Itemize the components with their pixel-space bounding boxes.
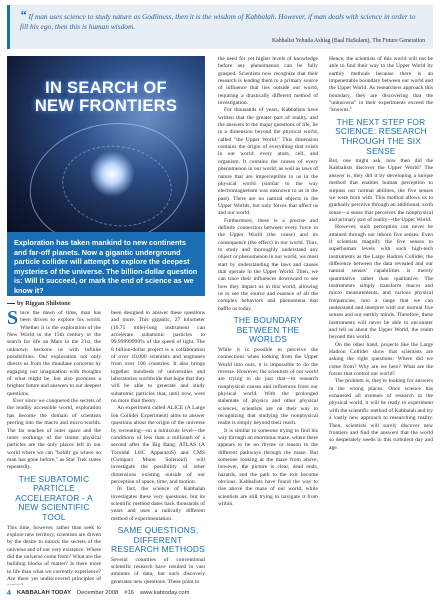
quote-banner (7, 5, 433, 49)
article-column-3 (218, 56, 318, 585)
page-number: 4 (7, 589, 11, 597)
quote-mark-icon: “ (20, 7, 27, 22)
issue-date: December 2008 (77, 590, 119, 596)
quote-attribution: Kabbalist Yehuda Ashlag (Baal HaSulam), The Future Generation (272, 38, 425, 44)
paragraph: Ever since we conquered the secrets of the readily accessible world, exploration has become the domain of scientists peering into the macro and micro worlds. The far reaches of outer space and the inner workings of the tiniest physical particles are the only places left in our world where we can "boldly go where no man has gone before," as Star Trek states repeatedly. (7, 398, 101, 471)
article-title (7, 79, 205, 115)
standfirst-text: Exploration has taken mankind to new continents and far-off planets. Now a gigantic underground particle collider will attempt to explore the deepest mysteries of the universe. The billion-dollar question is: Will it succeed, or mark the end of science as we know it? (14, 238, 198, 295)
drop-cap: S (7, 310, 19, 329)
paragraph: Since the dawn of time, man has been driven to explore his world. Whether it is the exploration of the New World in the 15th century or the search for life on Mars in the 21st, the unknown beckons us with infinite possibilities. Our exploration not only directs us from the mundane concerns by engaging our imagination with thoughts of what might be, but also promises a brighter future and answers to our deepest questions. (7, 310, 101, 397)
quote-text: If man uses science to study nature as Godliness, then it is the wisdom of Kabbalah. However, if man deals with science in order to fill his ego, then this is human wisdom. (20, 12, 416, 31)
magazine-name: KABBALAH TODAY (16, 590, 72, 596)
paragraph: Furthermore, there is a precise and definite connection between every force in the Upper World (the cause) and its consequence (the effect) in our world. Thus, to study and thoroughly understand any object or phenomenon in our world, we must start by understanding the laws and causes that operate in the Upper World. Then, we can trace their influences downward to see how they impact us in this world, allowing us to see the source and essence of all the complex behaviors and phenomena that baffle us today. (218, 217, 318, 312)
byline (7, 300, 71, 307)
section-heading: SAME QUESTIONS, DIFFERENT RESEARCH METHODS (111, 524, 205, 555)
section-heading: THE SUBATOMIC PARTICLE ACCELERATOR - A NEW SCIENTIFIC TOOL (15, 473, 93, 522)
title-line-2: NEW FRONTIERS (34, 97, 178, 115)
section-heading: THE NEXT STEP FOR SCIENCE: RESEARCH THROUGH THE SIX SENSE (335, 116, 427, 156)
paragraph: Hence, the scientists of this world will not be able to find their way to the Upper World by earthly methods because there is an impenetrable boundary between our world and the Upper World. As researchers approach this boundary, they are discovering that the "unknowns" in their experiments exceed the "knowns." (329, 56, 433, 114)
paragraph: However, such perception can never be attained through our inborn five senses. Even if scientists magnify the five senses to superhuman levels with such high-tech instruments as the Large Hadron Collider, the difference between the data revealed and our natural senses' capabilities is merely quantitative rather than qualitative. The instruments simply transform macro and micro measurements, and various physical frequencies, into a range that we can understand and interpret with our normal five senses and our earthly minds. Therefore, these instruments will never be able to encounter and tell us about the Upper World, the realm beyond this world. (329, 224, 433, 341)
paragraph: But, one might ask, how then did the Kabbalists discover the Upper World? The answer is, they did it by developing a unique method that enables human perception to surpass our normal abilities, the five senses we were born with. This method allows us to gradually perceive through an additional, sixth sense—a sense that perceives the nonphysical and primary part of reality—the Upper World. (329, 158, 433, 223)
paragraph: For thousands of years, Kabbalists have written that the greater part of reality, and the answers to the major questions of life, lie in a dimension beyond the physical world, called "the Upper World." This dimension contains the origin of everything that exists in our world: every atom, cell, and organism. It contains the causes of every phenomenon in our world, as well as laws of nature that are imperceptible to us in the physical world (similar to the way electromagnetism was unknown to us in the past). There are no natural objects in the Upper Worlds, but only forces that affect us and our world. (218, 107, 318, 217)
paragraph: This time, however, rather than seek to explore new territory, scientists are driven by the desire to unlock the secrets of the universe and of our very existence. Where did the universe come from? What are the building blocks of matter? Is there more to life than what we currently experience? Are there yet undiscovered principles of (7, 524, 101, 582)
hero-image (7, 56, 205, 232)
paragraph: The problem is, they're looking for answers in the wrong places. Once science has exhausted all avenues of research in the physical world, it will be ready to experiment with the scientific method of Kabbalah and try a vastly new approach to researching reality. Then, scientists will surely discover new frontiers and find the answers that the world so desperately needs in this turbulent day and age. (329, 378, 433, 451)
page-footer (7, 588, 433, 598)
website: www.kabtoday.com (139, 590, 190, 596)
article-standfirst (7, 232, 205, 296)
title-line-1: IN SEARCH OF (45, 79, 167, 97)
article-column-1 (7, 310, 101, 585)
paragraph: It is similar to someone trying to find his way through an enormous maze, where there appears to be no rhyme or reason to the different pathways through the maze. But someone looking at the maze from above, however, the picture is clear, dead ends, hazards, and the path to the exit become obvious. Kabbalists have found the way to rise above the maze of our world, while scientists are still trying to navigate it from within. (218, 427, 318, 508)
collision-glow-graphic (89, 151, 135, 197)
paragraph: In fact, the science of Kabbalah investigates these very questions, but its scientific method dates back thousands of years and uses a radically different method of experimentation. (111, 486, 205, 522)
paragraph: been designed to answer these questions and more. This gigantic, 27 kilometer (16.75 mile)-long instrument can accelerate subatomic particles to 99.99999999% of the speed of light. The 8 billion-dollar project is a collaboration of over 10,000 scientists and engineers from over 100 countries. It also brings together hundreds of universities and laboratories worldwide that hope that they will be able to generate and study subatomic particles that, until now, were no more than theory. (111, 310, 205, 405)
paragraph: An experiment called ALICE (A Large Ion Collider Experiment) aims to answer questions about the origin of the universe by recreating—on a miniscule level—the conditions of less than a millionth of a second after the Big Bang. ATLAS (A Toroidal LHC ApparatuS) and CMS (Compact Muon Solenoid) will investigate the possibility of other dimensions existing outside of our perception of space, time, and motion. (111, 405, 205, 485)
byline-rule (7, 303, 15, 304)
article-column-2 (111, 310, 205, 585)
paragraph: On the other hand, projects like the Large Hadron Collider show that scientists are asking the right questions: Where did we come from? Why are we here? What are the forces that control our world? (329, 341, 433, 378)
issue-number: #16 (124, 590, 134, 596)
byline-text: by Riggan Shilstone (17, 300, 71, 307)
paragraph: the need for yet higher levels of knowledge before any phenomenon can be fully grasped. Scientists now recognize that their research is leading them to a primary source of influence that lies outside our world, requiring a drastically different method of investigation. (218, 56, 318, 107)
paragraph: Several countries of conventional scientific research have resulted in vast amounts of data, but each discovery generates new questions. These point to (111, 556, 205, 585)
paragraph: While it is possible to perceive the connections when looking from the Upper World into ours, it is impossible to do the reverse. However, the scientists of our world are trying to do just that—to research nonphysical causes and influences from our physical world. With the prolonged stalemate of physics and other physical sciences, scientists are on their way to recognizing that studying the nonphysical realm is simply beyond their reach. (218, 346, 318, 427)
article-column-4 (329, 56, 433, 585)
section-heading: THE BOUNDARY BETWEEN THE WORLDS (233, 315, 303, 345)
